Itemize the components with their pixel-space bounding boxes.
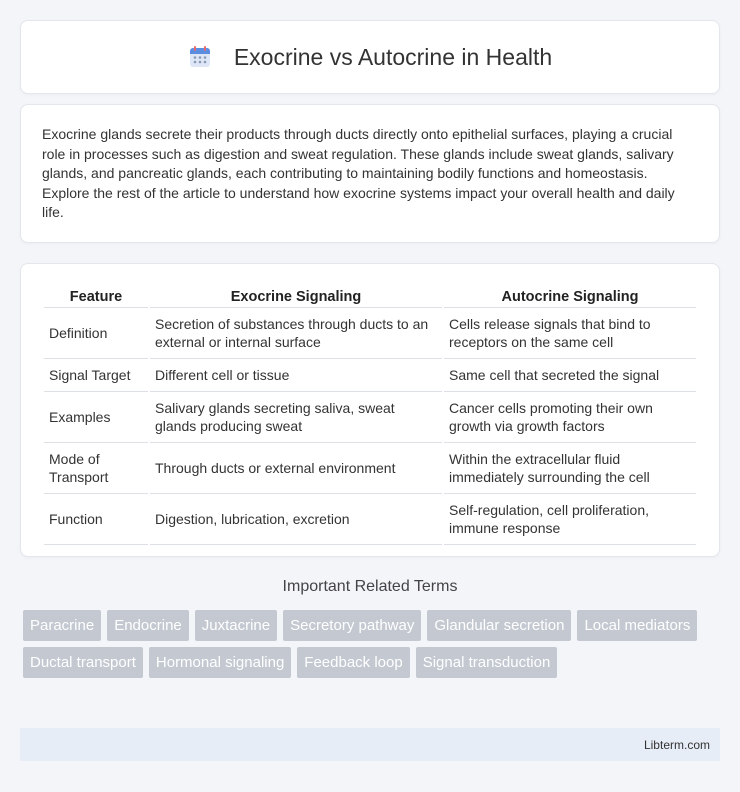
title-card bbox=[20, 20, 720, 94]
row-feature: Examples bbox=[44, 392, 148, 443]
row-exocrine: Through ducts or external environment bbox=[150, 443, 442, 494]
tag-signal-transduction[interactable]: Signal transduction bbox=[416, 647, 558, 678]
table-row bbox=[44, 443, 696, 494]
tag-feedback-loop[interactable]: Feedback loop bbox=[297, 647, 409, 678]
header-exocrine: Exocrine Signaling bbox=[150, 284, 442, 308]
table-row bbox=[44, 494, 696, 545]
table-row bbox=[44, 392, 696, 443]
page-title: Exocrine vs Autocrine in Health bbox=[233, 43, 553, 70]
table-header-row bbox=[44, 284, 696, 308]
row-autocrine: Cancer cells promoting their own growth via growth factors bbox=[444, 392, 696, 443]
row-autocrine: Self-regulation, cell proliferation, immune response bbox=[444, 494, 696, 545]
intro-text: Exocrine glands secrete their products through ducts directly onto epithelial surfaces, playing a crucial role in processes such as digestion and sweat regulation. These glands include sweat glands, salivary glands, and pancreatic glands, each contributing to maintaining bodily functions and homeostasis. Explore the rest of the article to understand how exocrine systems impact your overall health and daily life. bbox=[42, 126, 675, 220]
row-exocrine: Salivary glands secreting saliva, sweat glands producing sweat bbox=[150, 392, 442, 443]
related-terms-title: Important Related Terms bbox=[282, 578, 458, 595]
row-autocrine: Same cell that secreted the signal bbox=[444, 359, 696, 392]
tag-ductal-transport[interactable]: Ductal transport bbox=[23, 647, 143, 678]
comparison-table bbox=[42, 284, 698, 545]
header-autocrine: Autocrine Signaling bbox=[444, 284, 696, 308]
header-feature: Feature bbox=[44, 284, 148, 308]
tag-juxtacrine[interactable]: Juxtacrine bbox=[195, 610, 277, 641]
footer-site-link[interactable]: Libterm.com bbox=[643, 737, 710, 752]
table-row bbox=[44, 308, 696, 359]
intro-card bbox=[20, 104, 720, 243]
tag-secretory-pathway[interactable]: Secretory pathway bbox=[283, 610, 421, 641]
row-exocrine: Different cell or tissue bbox=[150, 359, 442, 392]
title-wrap bbox=[188, 44, 552, 71]
row-feature: Signal Target bbox=[44, 359, 148, 392]
row-feature: Mode of Transport bbox=[44, 443, 148, 494]
row-autocrine: Within the extracellular fluid immediately surrounding the cell bbox=[444, 443, 696, 494]
tag-glandular-secretion[interactable]: Glandular secretion bbox=[427, 610, 571, 641]
tag-local-mediators[interactable]: Local mediators bbox=[577, 610, 697, 641]
related-terms-tags bbox=[23, 610, 723, 684]
row-exocrine: Digestion, lubrication, excretion bbox=[150, 494, 442, 545]
comparison-table-card bbox=[20, 263, 720, 557]
tag-endocrine[interactable]: Endocrine bbox=[107, 610, 189, 641]
row-exocrine: Secretion of substances through ducts to an external or internal surface bbox=[150, 308, 442, 359]
tag-hormonal-signaling[interactable]: Hormonal signaling bbox=[149, 647, 291, 678]
row-feature: Function bbox=[44, 494, 148, 545]
row-autocrine: Cells release signals that bind to receptors on the same cell bbox=[444, 308, 696, 359]
tag-paracrine[interactable]: Paracrine bbox=[23, 610, 101, 641]
calendar-icon bbox=[188, 45, 212, 69]
footer bbox=[20, 728, 720, 761]
table-row bbox=[44, 359, 696, 392]
row-feature: Definition bbox=[44, 308, 148, 359]
